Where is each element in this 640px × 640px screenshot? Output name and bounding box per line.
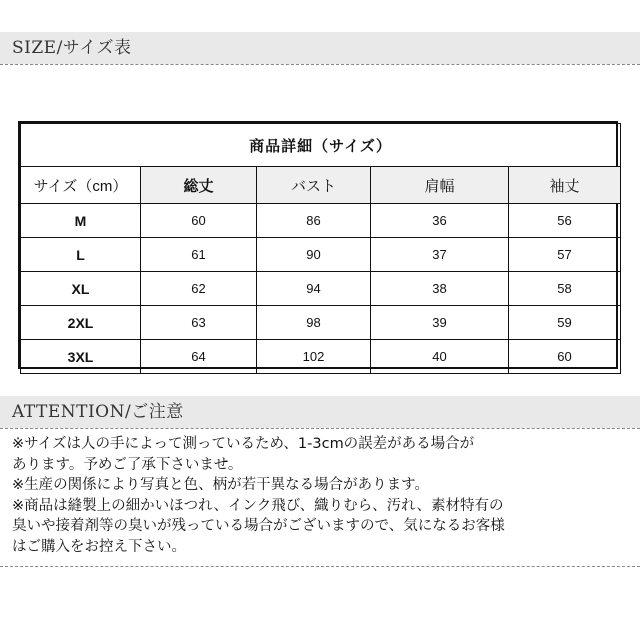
sleeve-value: 58 — [509, 272, 621, 306]
table-row — [21, 204, 621, 238]
size-label: XL — [21, 272, 141, 306]
length-value: 64 — [141, 340, 257, 374]
size-label: 3XL — [21, 340, 141, 374]
length-value: 61 — [141, 238, 257, 272]
sleeve-value: 60 — [509, 340, 621, 374]
note-line: はご購入をお控え下さい。 — [12, 538, 186, 555]
attention-section-header — [0, 396, 640, 428]
length-value: 60 — [141, 204, 257, 238]
sleeve-value: 59 — [509, 306, 621, 340]
size-label: 2XL — [21, 306, 141, 340]
bust-value: 102 — [257, 340, 371, 374]
sleeve-value: 56 — [509, 204, 621, 238]
attention-notes — [12, 434, 632, 557]
size-label: L — [21, 238, 141, 272]
size-label: M — [21, 204, 141, 238]
note-line: ※サイズは人の手によって測っているため、1-3cmの誤差がある場合が — [12, 436, 475, 452]
shoulder-value: 38 — [371, 272, 509, 306]
bust-value: 94 — [257, 272, 371, 306]
bottom-divider — [0, 566, 640, 567]
header-sleeve: 袖丈 — [509, 167, 621, 204]
bust-value: 90 — [257, 238, 371, 272]
sleeve-value: 57 — [509, 238, 621, 272]
shoulder-value: 37 — [371, 238, 509, 272]
note-line: あります。予めご了承下さいませ。 — [12, 456, 243, 473]
table-row — [21, 238, 621, 272]
bust-value: 86 — [257, 204, 371, 238]
header-size: サイズ（cm） — [21, 167, 141, 204]
header-bust: バスト — [257, 167, 371, 204]
table-row — [21, 306, 621, 340]
table-title-row — [21, 124, 621, 167]
shoulder-value: 40 — [371, 340, 509, 374]
table-header-row — [21, 167, 621, 204]
size-table — [20, 123, 621, 374]
table-row — [21, 340, 621, 374]
header-length: 総丈 — [141, 167, 257, 204]
attention-section-title: ATTENTION/ご注意 — [12, 402, 184, 422]
shoulder-value: 36 — [371, 204, 509, 238]
note-line: 臭いや接着剤等の臭いが残っている場合がございますので、気になるお客様 — [12, 518, 505, 534]
bust-value: 98 — [257, 306, 371, 340]
table-title: 商品詳細（サイズ） — [21, 124, 621, 167]
length-value: 63 — [141, 306, 257, 340]
size-table-container — [18, 121, 618, 369]
shoulder-value: 39 — [371, 306, 509, 340]
size-section-header — [0, 32, 640, 64]
table-row — [21, 272, 621, 306]
note-line: ※商品は縫製上の細かいほつれ、インク飛び、織りむら、汚れ、素材特有の — [12, 497, 504, 514]
note-line: ※生産の関係により写真と色、柄が若干異なる場合があります。 — [12, 477, 429, 493]
size-section-title: SIZE/サイズ表 — [12, 38, 132, 58]
header-shoulder: 肩幅 — [371, 167, 509, 204]
length-value: 62 — [141, 272, 257, 306]
